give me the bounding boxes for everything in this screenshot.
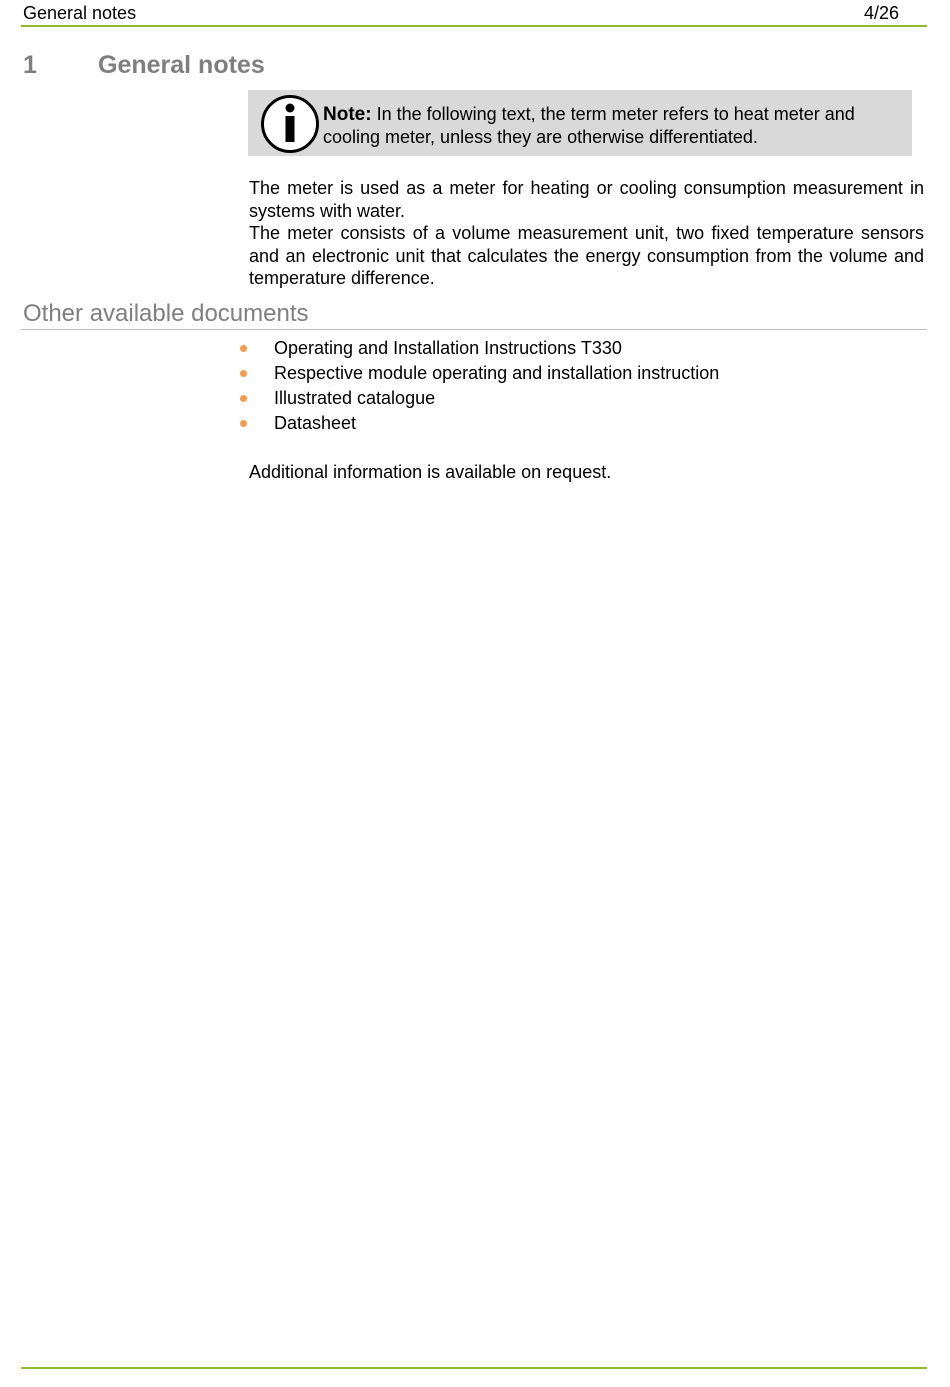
note-box	[248, 90, 912, 156]
bullet-icon	[240, 370, 247, 377]
section-number: 1	[23, 51, 37, 79]
note-body: In the following text, the term meter refers to heat meter and cooling meter, unless they are otherwise differentiated.	[323, 104, 855, 147]
header-title: General notes	[23, 3, 137, 23]
list-item-label: Datasheet	[274, 413, 357, 433]
other-documents-heading-text: Other available documents	[23, 300, 309, 327]
footer-rule	[21, 1367, 927, 1369]
page-number: 4/26	[863, 3, 899, 23]
additional-info: Additional information is available on request.	[249, 462, 612, 482]
note-text	[323, 103, 908, 149]
description-paragraph: The meter consists of a volume measurement unit, two fixed temperature sensors and an electronic unit that calculates the energy consumption from the volume and temperature difference.	[249, 223, 924, 288]
list-item-label: Operating and Installation Instructions T330	[274, 338, 622, 358]
section-title: General notes	[98, 51, 265, 79]
note-label: Note:	[323, 104, 372, 125]
info-icon	[260, 94, 320, 154]
bullet-icon	[240, 420, 247, 427]
intro-paragraph: The meter is used as a meter for heating or cooling consumption measurement in systems with water.	[249, 178, 924, 221]
page-header	[21, 0, 927, 27]
other-documents-heading	[21, 299, 927, 330]
list-item-label: Respective module operating and installation instruction	[274, 363, 720, 383]
list-item-label: Illustrated catalogue	[274, 388, 436, 408]
bullet-icon	[240, 345, 247, 352]
bullet-icon	[240, 395, 247, 402]
